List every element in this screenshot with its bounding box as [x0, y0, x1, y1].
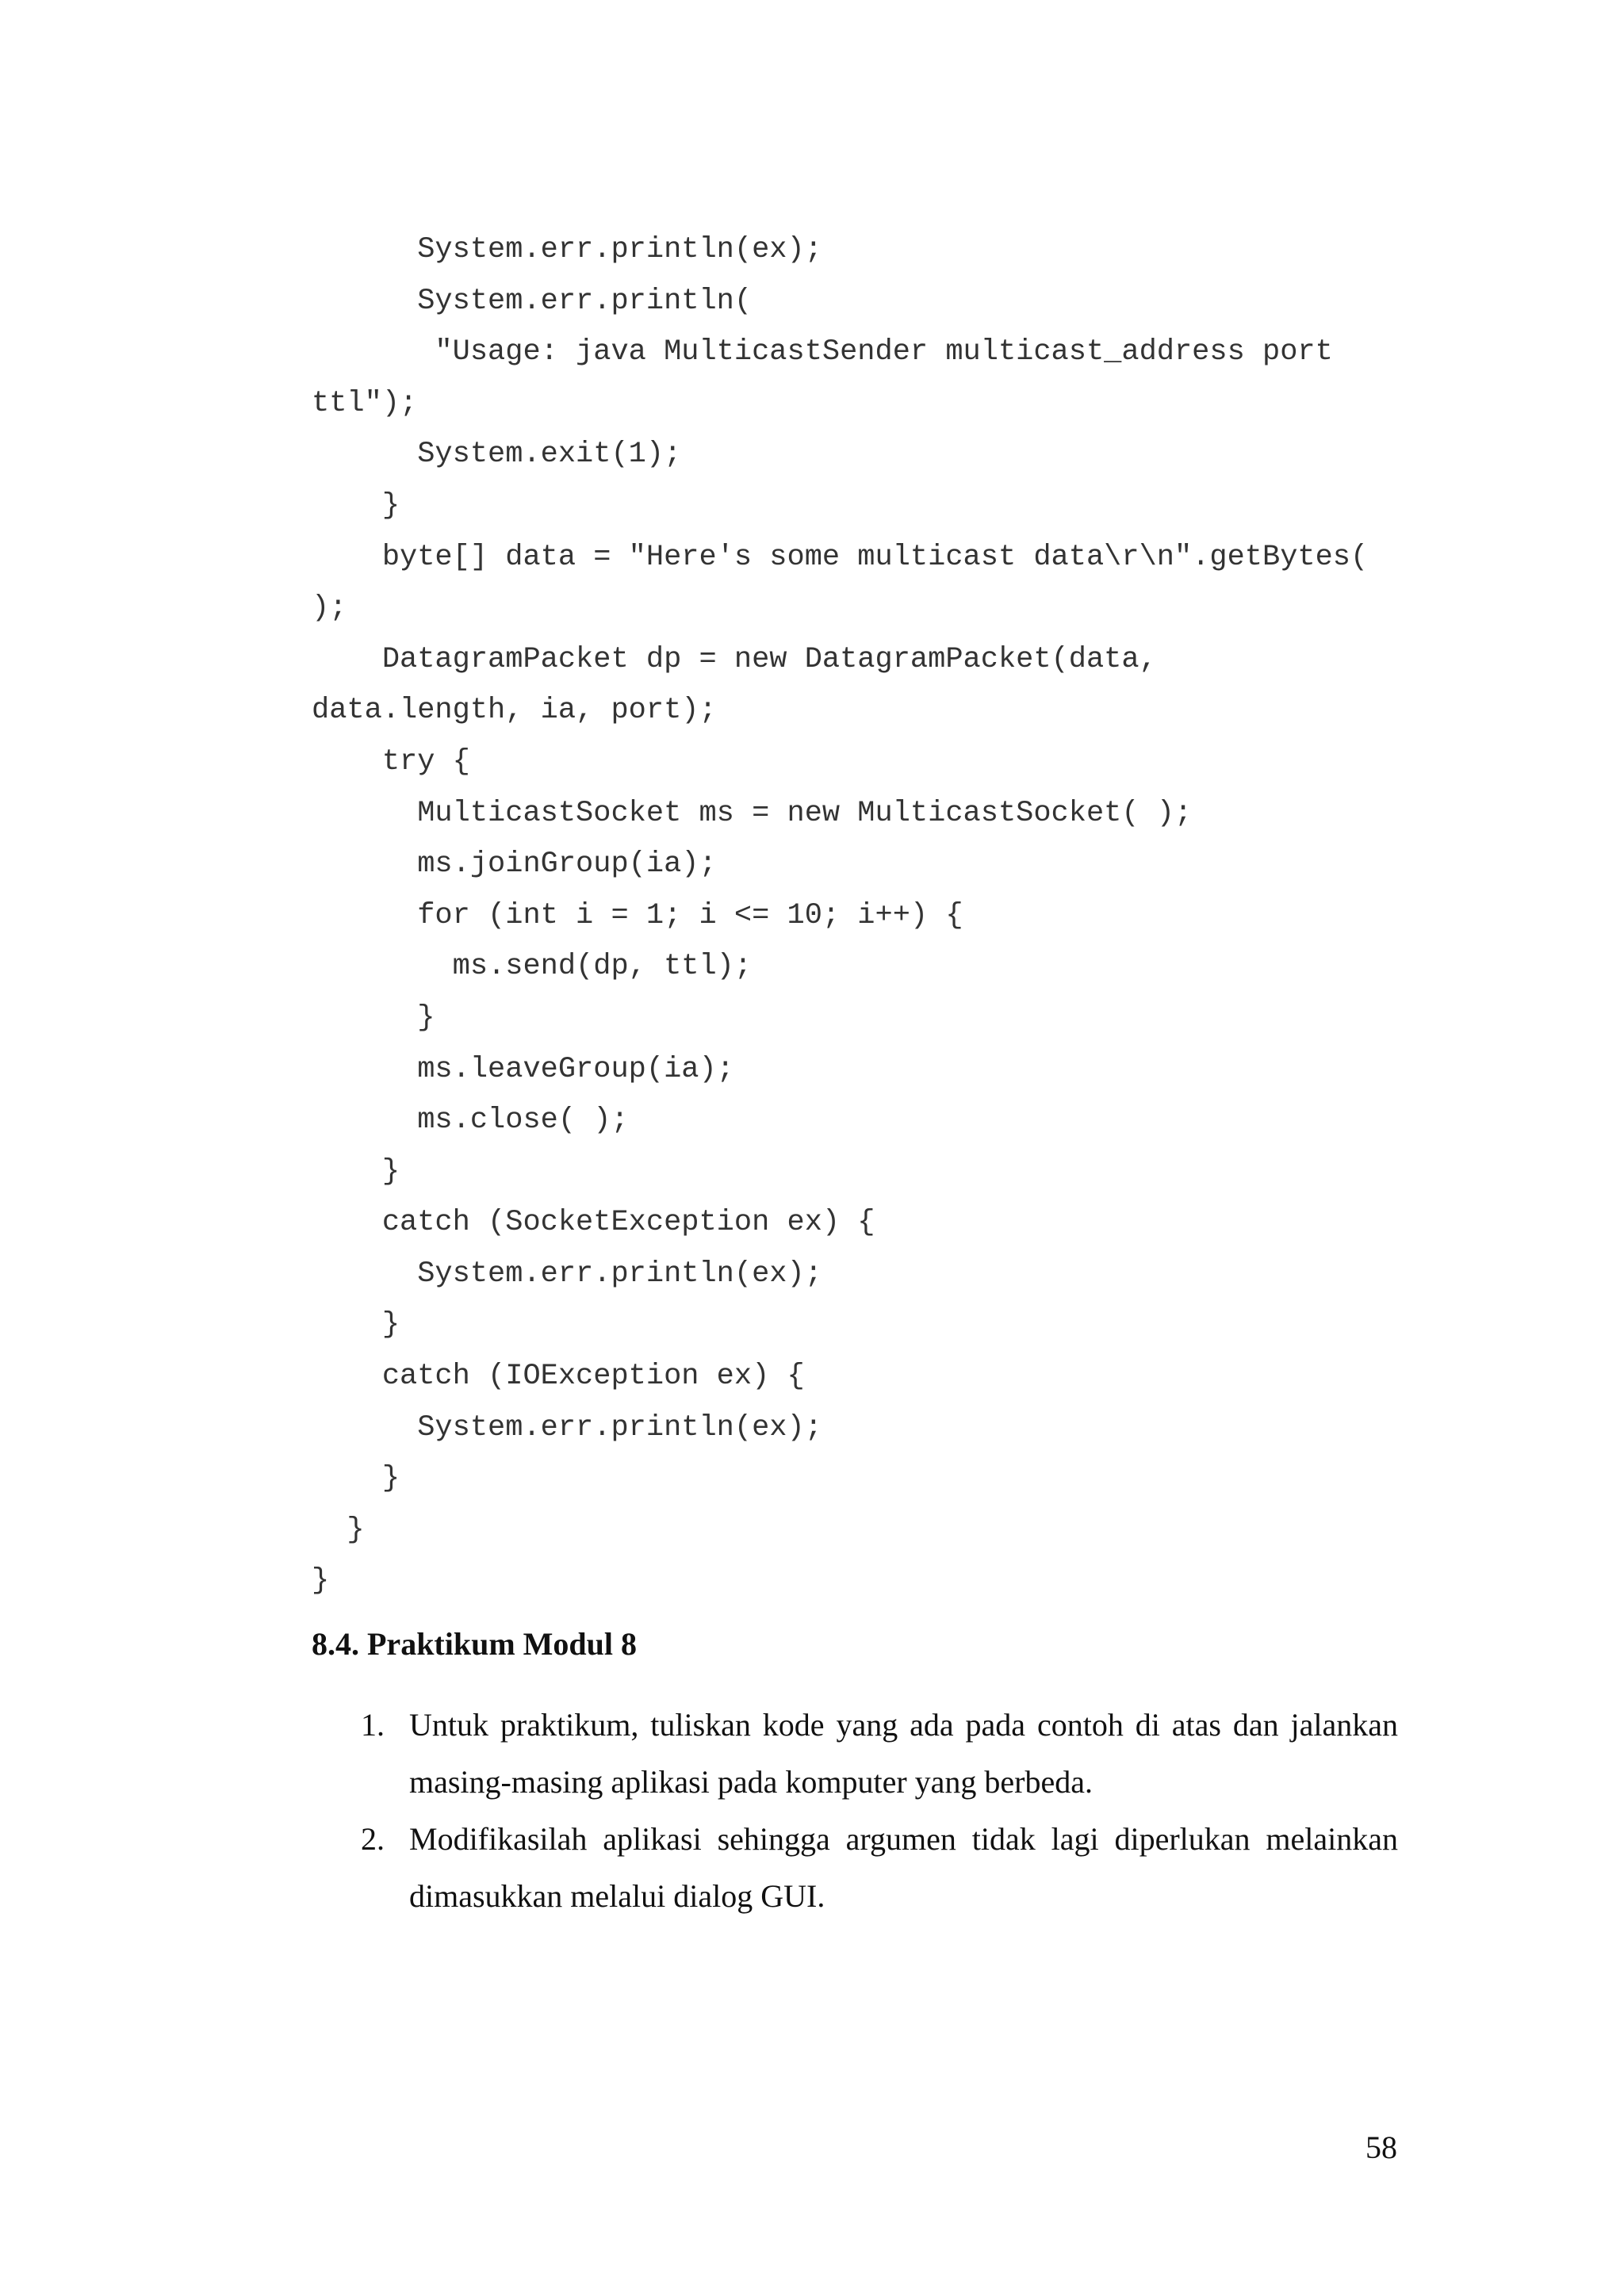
code-line: ); [312, 591, 347, 626]
code-line: System.exit(1); [312, 438, 682, 472]
code-line: System.err.println( [312, 284, 753, 318]
code-line: } [312, 1001, 435, 1035]
code-line: catch (IOException ex) { [312, 1360, 805, 1394]
code-line: byte[] data = "Here's some multicast data\r\n".getBytes( [312, 540, 1369, 574]
code-line: ttl"); [312, 386, 418, 420]
code-listing [312, 224, 1368, 1607]
page-number: 58 [1365, 2130, 1397, 2165]
code-line: MulticastSocket ms = new MulticastSocket( ); [312, 796, 1193, 830]
code-line: System.err.println(ex); [312, 1257, 822, 1291]
code-line: catch (SocketException ex) { [312, 1206, 875, 1240]
code-line: } [312, 1308, 400, 1342]
code-line: "Usage: java MulticastSender multicast_address port [312, 335, 1333, 369]
code-line: DatagramPacket dp = new DatagramPacket(data, [312, 642, 1157, 676]
code-line: ms.send(dp, ttl); [312, 950, 753, 984]
list-item-number: 1. [361, 1707, 385, 1743]
list-item [312, 1697, 1398, 1811]
code-line: } [312, 1513, 365, 1547]
section-heading: 8.4. Praktikum Modul 8 [312, 1626, 638, 1662]
code-line: System.err.println(ex); [312, 1410, 822, 1445]
code-line: ms.leaveGroup(ia); [312, 1052, 734, 1086]
list-item [312, 1811, 1398, 1925]
code-line: ms.joinGroup(ia); [312, 848, 717, 882]
code-line: try { [312, 744, 470, 779]
code-line: } [312, 1462, 400, 1496]
code-line: } [312, 1564, 330, 1598]
list-item-number: 2. [361, 1821, 385, 1857]
code-line: data.length, ia, port); [312, 694, 717, 728]
list-item-text: Modifikasilah aplikasi sehingga argumen tidak lagi diperlukan melainkan dimasukkan melalui dialog GUI. [409, 1821, 1398, 1914]
code-line: ms.close( ); [312, 1104, 629, 1138]
code-line: } [312, 1154, 400, 1188]
list-item-text: Untuk praktikum, tuliskan kode yang ada pada contoh di atas dan jalankan masing-masing aplikasi pada komputer yang berbeda. [409, 1707, 1398, 1800]
exercise-list [312, 1697, 1398, 1925]
code-line: for (int i = 1; i <= 10; i++) { [312, 898, 963, 932]
code-line: System.err.println(ex); [312, 233, 822, 266]
code-line: } [312, 488, 400, 522]
